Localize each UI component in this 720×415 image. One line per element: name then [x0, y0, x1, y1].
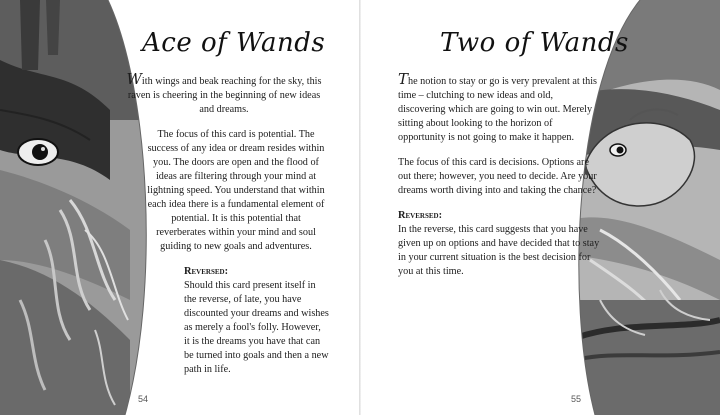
left-reversed-section — [184, 265, 329, 377]
left-page-body — [124, 70, 329, 377]
right-reversed-label: Reversed: — [398, 210, 443, 221]
right-page — [360, 0, 720, 415]
right-reversed-text: In the reverse, this card suggests that you have given up on options and have decided that to stay in your current situation is the best decision for you at this time. — [398, 224, 600, 277]
page-number-left: 54 — [138, 394, 149, 404]
left-focus-paragraph: The focus of this card is potential. The success of any idea or dream resides within you. The doors are open and the flood of ideas are filtering through your mind at lightning speed. You understand that within each idea there is a fundamental element of potential. It is this potential that reverberates within your mind and soul guiding to new goals and adventures. — [147, 129, 325, 252]
page-title-ace-of-wands: Ace of Wands — [142, 28, 326, 58]
right-reversed-section — [398, 209, 601, 279]
page-title-two-of-wands: Two of Wands — [440, 28, 629, 58]
left-intro-text: ith wings and beak reaching for the sky, this raven is cheering in the beginning of new ideas and dreams. — [127, 76, 322, 115]
left-drop-cap: W — [126, 70, 142, 88]
right-drop-cap: T — [398, 70, 409, 88]
page-number-right: 55 — [571, 394, 582, 404]
right-intro-text: he notion to stay or go is very prevalent at this time – clutching to new ideas and old, discovering which are going to win out. Merely sitting about looking to the horizon of opportunity is not going to make it happen. — [398, 76, 598, 143]
left-reversed-text: Should this card present itself in the reverse, of late, you have discounted your dreams and wishes as merely a fool's folly. However, it is the dreams you have that can be turned into goals and then a new path in life. — [184, 280, 329, 375]
left-intro-paragraph — [124, 72, 324, 117]
right-page-body — [398, 72, 601, 279]
right-focus-paragraph: The focus of this card is decisions. Options are out there; however, you need to decide. Are your dreams worth diving into and taking the chance? — [398, 157, 597, 196]
left-reversed-label: Reversed: — [184, 266, 229, 277]
right-intro-paragraph — [398, 72, 601, 145]
